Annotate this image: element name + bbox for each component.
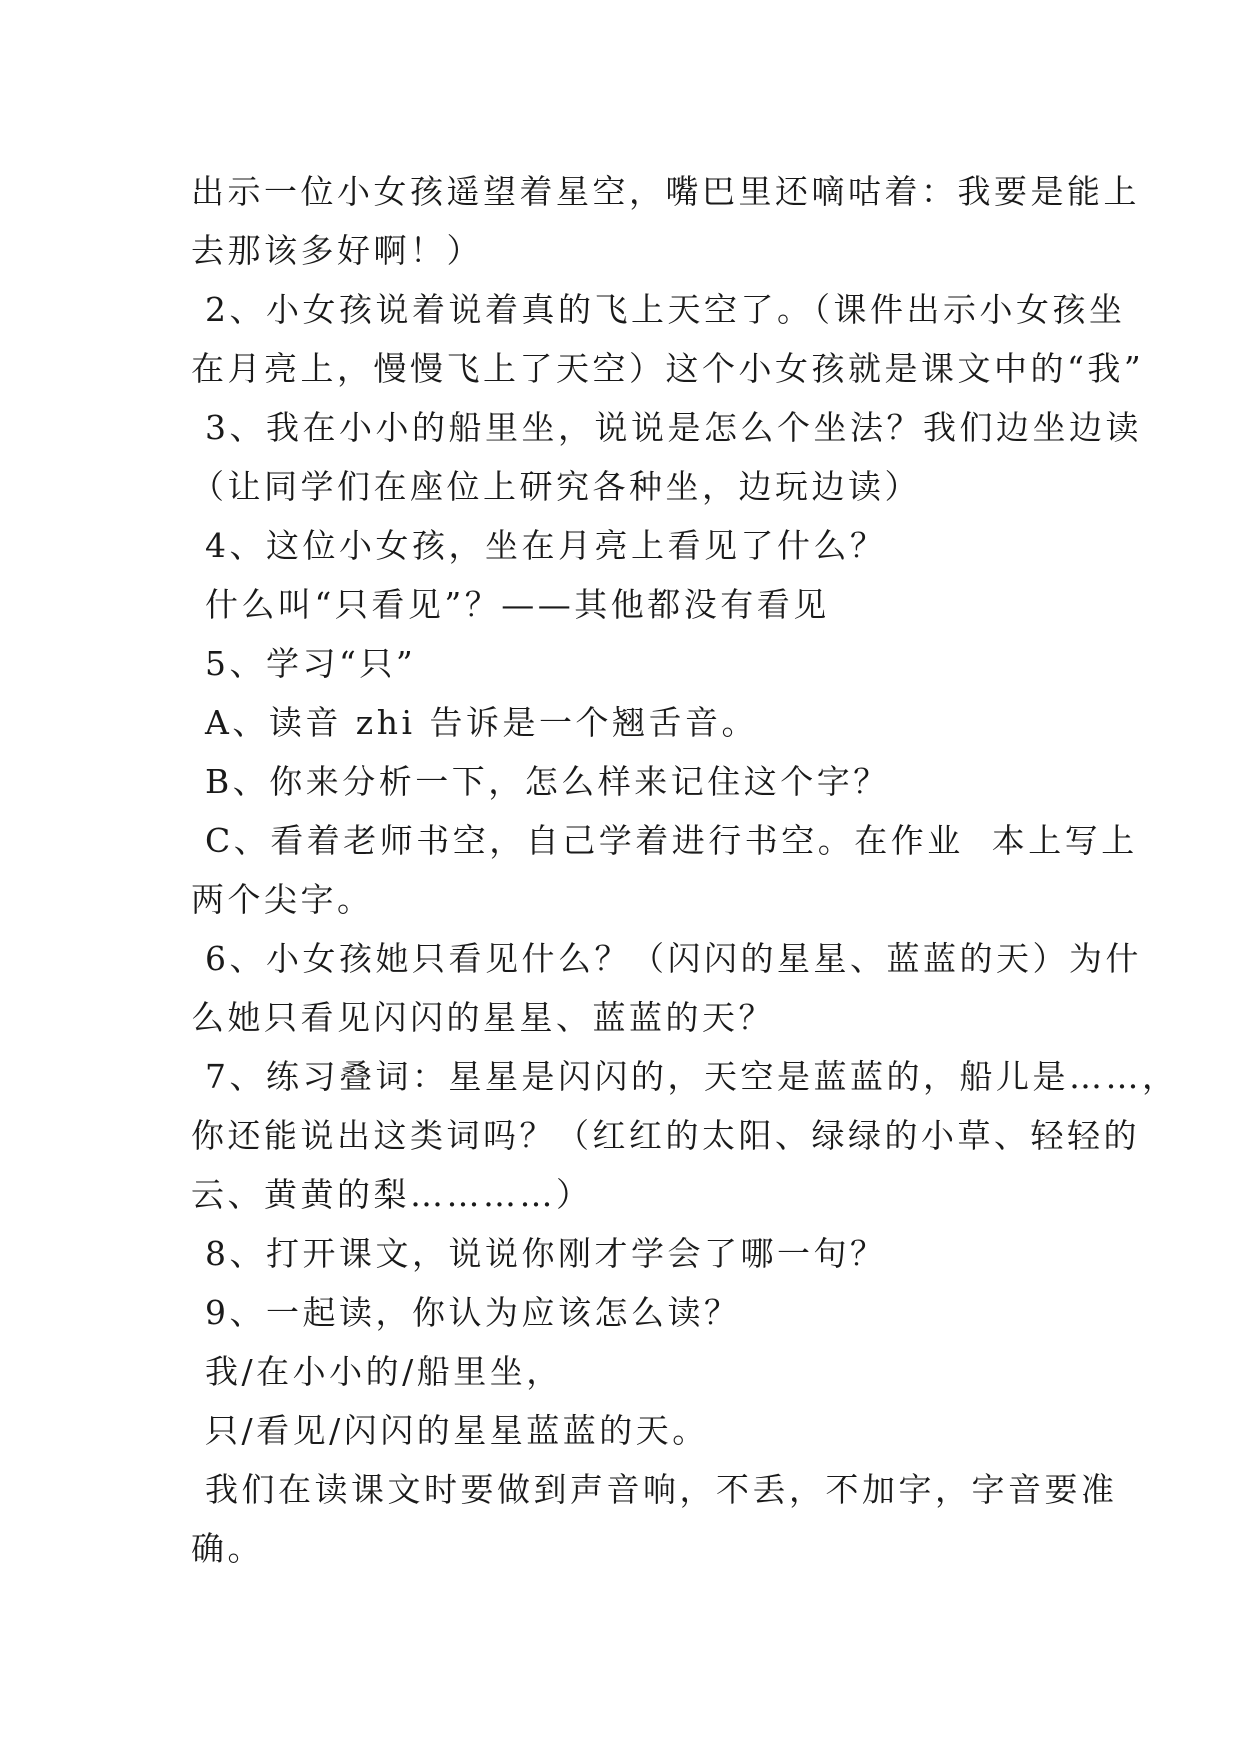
text-line: 么她只看见闪闪的星星、蓝蓝的天？ bbox=[191, 998, 775, 1037]
text-line: 我们在读课文时要做到声音响，不丢，不加字，字音要准 bbox=[191, 1470, 1118, 1509]
text-line: 3、我在小小的船里坐，说说是怎么个坐法？我们边坐边读 bbox=[191, 408, 1142, 447]
text-line: 2、小女孩说着说着真的飞上天空了。（课件出示小女孩坐 bbox=[191, 290, 1126, 329]
text-line: C、看着老师书空，自己学着进行书空。在作业 本上写上 bbox=[191, 821, 1138, 860]
text-line: 只/看见/闪闪的星星蓝蓝的天。 bbox=[191, 1411, 709, 1450]
text-line: （让同学们在座位上研究各种坐，边玩边读） bbox=[191, 467, 921, 506]
text-line: 确。 bbox=[191, 1529, 264, 1568]
text-line: 6、小女孩她只看见什么？（闪闪的星星、蓝蓝的天）为什 bbox=[191, 939, 1142, 978]
text-line: B、你来分析一下，怎么样来记住这个字？ bbox=[191, 762, 890, 801]
text-line: A、读音 zhi 告诉是一个翘舌音。 bbox=[191, 703, 758, 742]
text-line: 出示一位小女孩遥望着星空，嘴巴里还嘀咕着：我要是能上 bbox=[191, 172, 1140, 211]
text-line: 去那该多好啊！） bbox=[191, 231, 483, 270]
document-body bbox=[191, 162, 1179, 1578]
text-line: 云、黄黄的梨…………） bbox=[191, 1175, 593, 1214]
text-line: 9、一起读，你认为应该怎么读？ bbox=[191, 1293, 741, 1332]
text-line: 在月亮上，慢慢飞上了天空）这个小女孩就是课文中的“我” bbox=[191, 349, 1145, 388]
text-line: 5、学习“只” bbox=[191, 644, 417, 683]
text-line: 你还能说出这类词吗？（红红的太阳、绿绿的小草、轻轻的 bbox=[191, 1116, 1140, 1155]
text-line: 两个尖字。 bbox=[191, 880, 374, 919]
text-line: 什么叫“只看见”？——其他都没有看见 bbox=[191, 585, 830, 624]
text-line: 我/在小小的/船里坐， bbox=[191, 1352, 563, 1391]
text-line: 8、打开课文，说说你刚才学会了哪一句？ bbox=[191, 1234, 887, 1273]
text-line: 7、练习叠词：星星是闪闪的，天空是蓝蓝的，船儿是……， bbox=[191, 1057, 1179, 1096]
text-line: 4、这位小女孩，坐在月亮上看见了什么？ bbox=[191, 526, 887, 565]
